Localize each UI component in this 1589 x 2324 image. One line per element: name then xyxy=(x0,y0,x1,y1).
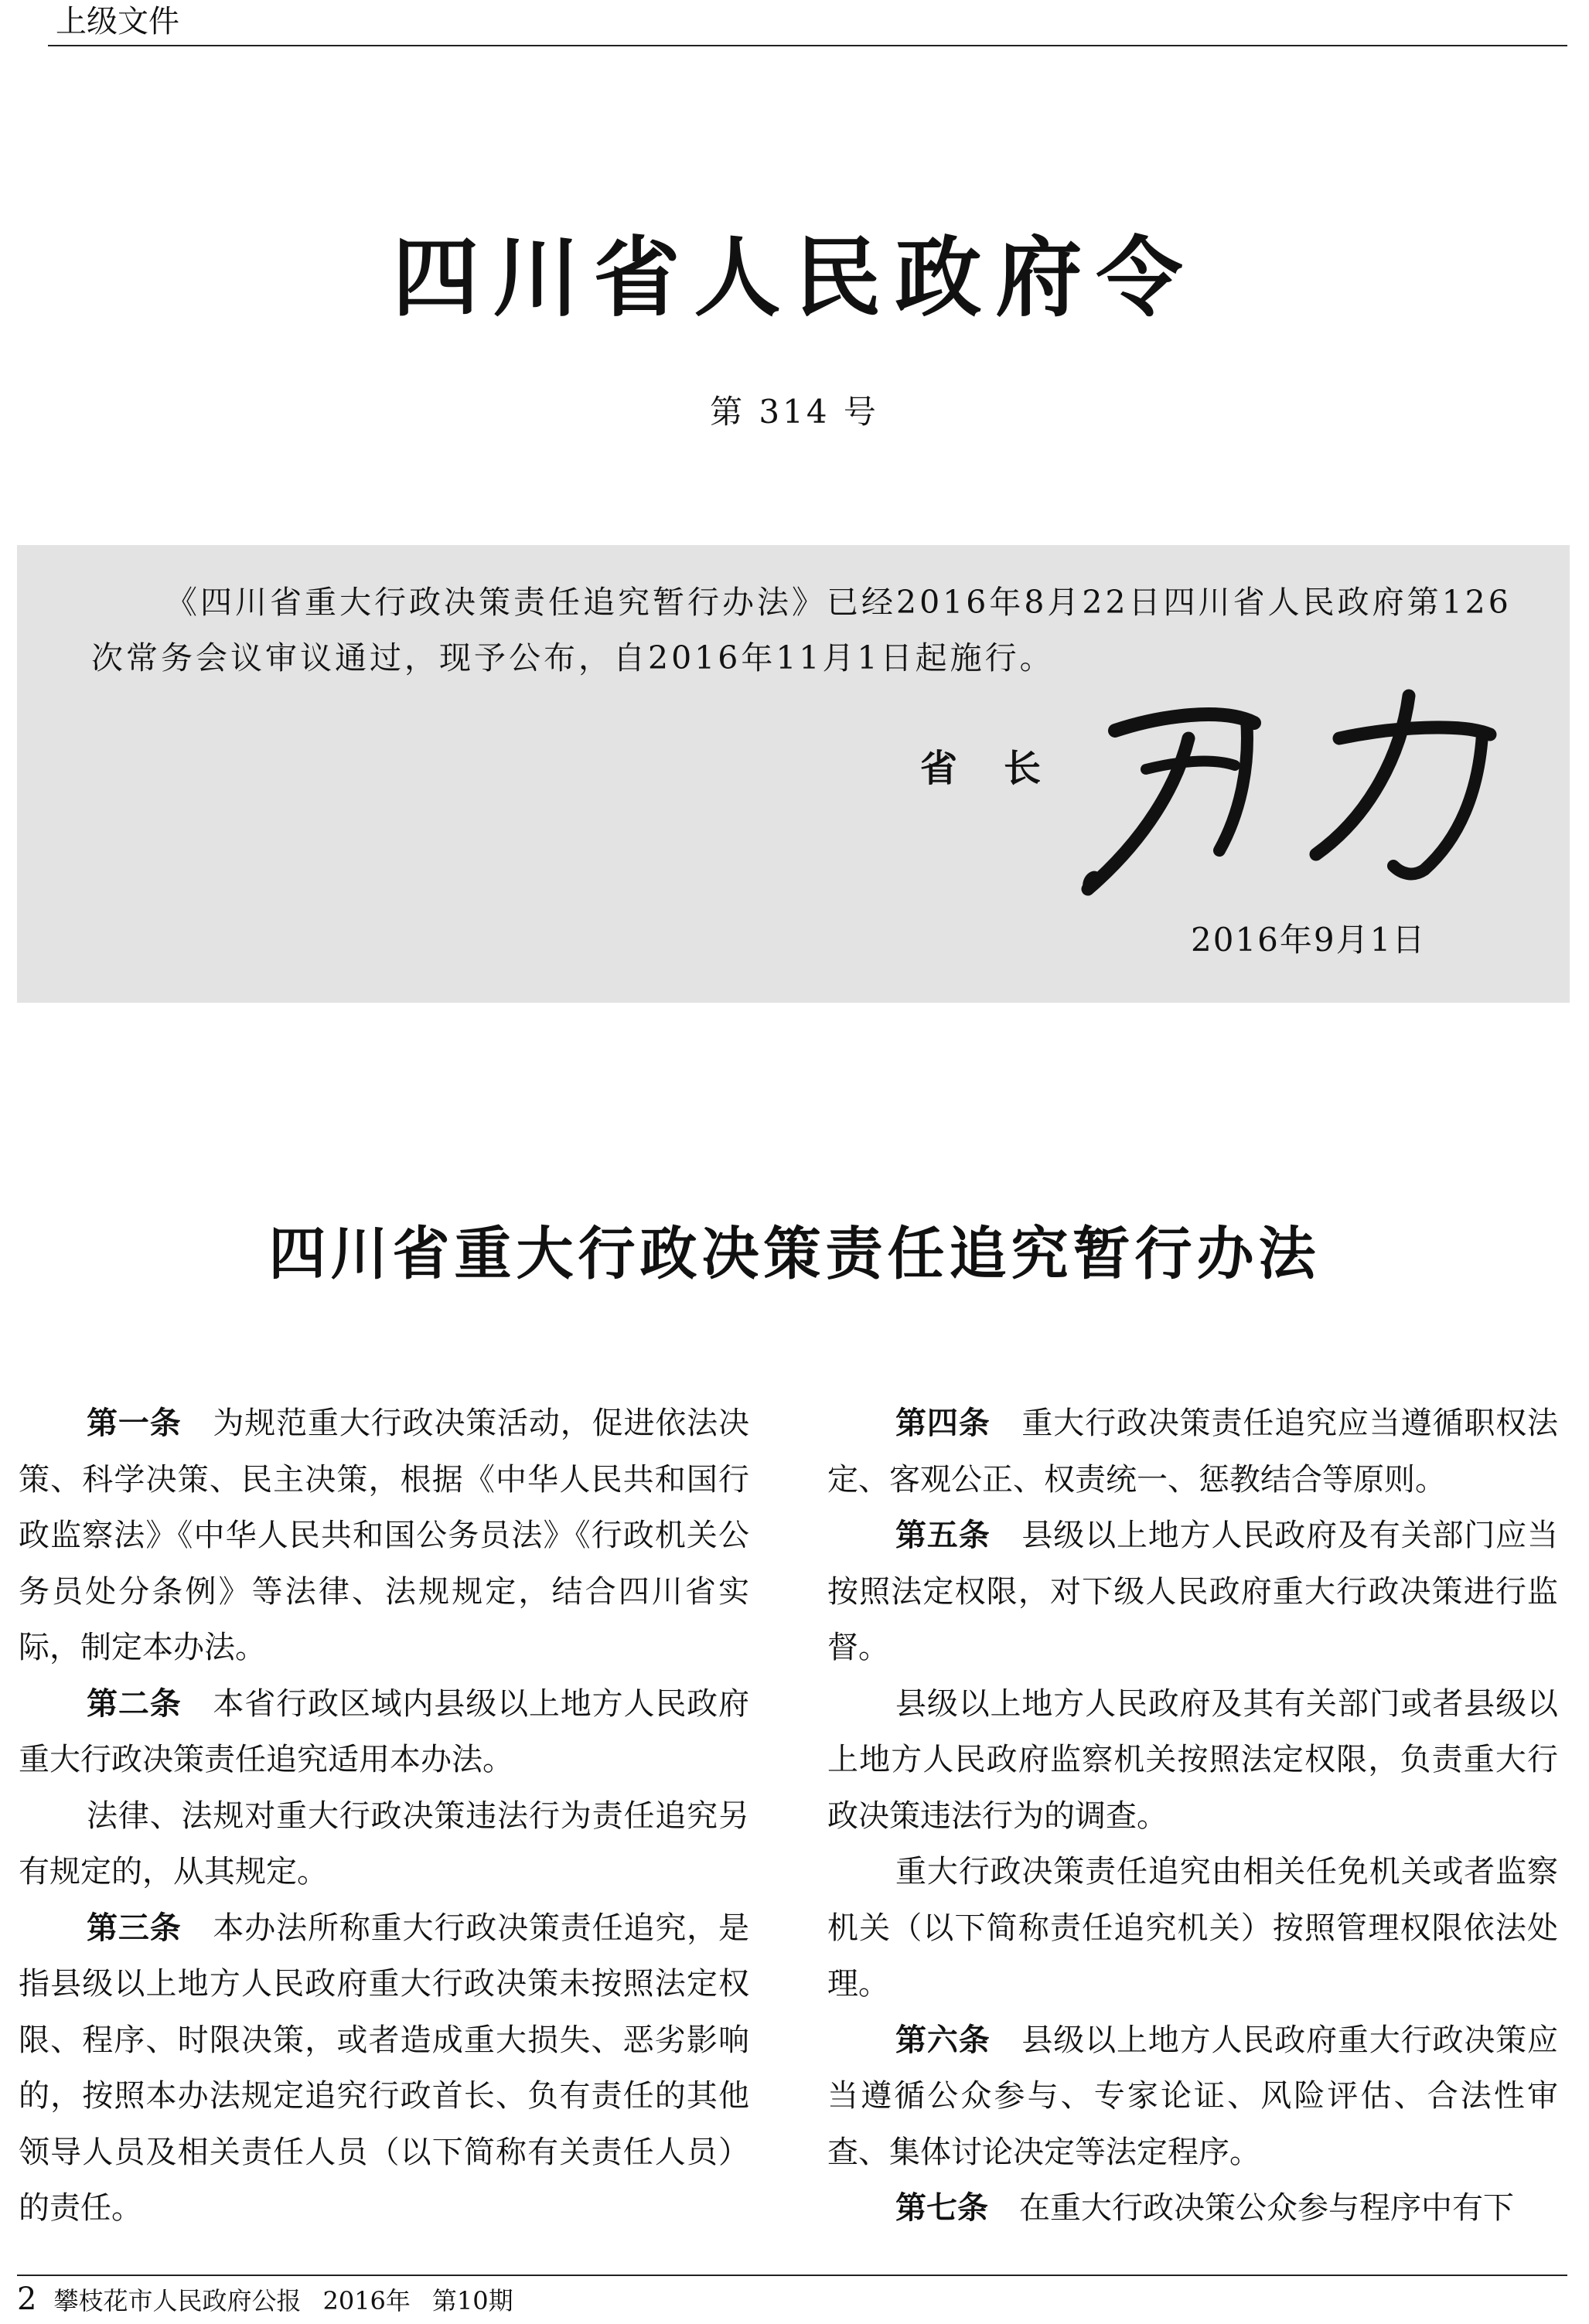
article-text: 本省行政区域内县级以上地方人民政府重大行政决策责任追究适用本办法。 xyxy=(19,1685,750,1777)
article-paragraph xyxy=(827,1676,1558,1845)
governor-title xyxy=(920,738,1041,792)
article-paragraph xyxy=(19,1788,749,1900)
article-paragraph xyxy=(19,1900,749,2237)
decree-title: 四川省人民政府令 xyxy=(392,227,1197,329)
publication-year: 2016年 xyxy=(322,2286,411,2315)
promulgation-notice xyxy=(17,545,1570,1003)
article-paragraph xyxy=(827,2012,1558,2181)
article-text: 为规范重大行政决策活动，促进依法决策、科学决策、民主决策，根据《中华人民共和国行政监察法》《中华人民共和国公务员法》《行政机关公务员处分条例》等法律、法规规定，结合四川省实际，制定本办法。 xyxy=(19,1406,750,1665)
decree-number: 第 314 号 xyxy=(710,393,879,431)
footer-divider xyxy=(17,2275,1567,2276)
left-column xyxy=(19,1395,749,2237)
article-text: 在重大行政决策公众参与程序中有下 xyxy=(1019,2190,1514,2226)
notice-date: 2016年9月1日 xyxy=(1191,921,1427,959)
article-number: 第一条 xyxy=(87,1406,182,1441)
article-number: 第七条 xyxy=(895,2190,988,2226)
article-paragraph xyxy=(827,2180,1558,2237)
article-text: 本办法所称重大行政决策责任追究，是指县级以上地方人民政府重大行政决策未按照法定权限、程序、时限决策，或者造成重大损失、恶劣影响的，按照本办法规定追究行政首长、负有责任的其他领导人员及相关责任人员（以下简称有关责任人员）的责任。 xyxy=(19,1910,750,2226)
page-number: 2 xyxy=(17,2281,37,2317)
article-number: 第二条 xyxy=(87,1685,182,1722)
measure-title: 四川省重大行政决策责任追究暂行办法 xyxy=(268,1221,1321,1287)
article-number: 第四条 xyxy=(895,1406,991,1441)
governor-label-char-1: 省 xyxy=(920,747,958,790)
handwritten-signature xyxy=(1061,684,1509,901)
article-text: 重大行政决策责任追究由相关任免机关或者监察机关（以下简称责任追究机关）按照管理权限依法处理。 xyxy=(827,1854,1558,2002)
article-paragraph xyxy=(827,1395,1558,1508)
article-text: 法律、法规对重大行政决策违法行为责任追究另有规定的，从其规定。 xyxy=(19,1798,749,1890)
article-number: 第五条 xyxy=(895,1518,991,1553)
page-footer xyxy=(17,2282,535,2318)
right-column xyxy=(827,1395,1558,2237)
article-paragraph xyxy=(827,1508,1558,1676)
article-text: 县级以上地方人民政府重大行政决策应当遵循公众参与、专家论证、风险评估、合法性审查、集体讨论决定等法定程序。 xyxy=(827,2022,1559,2170)
article-number: 第六条 xyxy=(895,2022,991,2058)
publication-name: 攀枝花市人民政府公报 xyxy=(53,2286,302,2315)
governor-label-char-2: 长 xyxy=(1004,747,1042,790)
article-paragraph xyxy=(19,1676,749,1788)
article-text: 重大行政决策责任追究应当遵循职权法定、客观公正、权责统一、惩教结合等原则。 xyxy=(827,1406,1559,1498)
article-paragraph xyxy=(827,1844,1558,2012)
notice-paragraph xyxy=(91,574,1545,686)
article-number: 第三条 xyxy=(87,1910,182,1946)
notice-text: 《四川省重大行政决策责任追究暂行办法》已经2016年8月22日四川省人民政府第126次常务会议审议通过，现予公布，自2016年11月1日起施行。 xyxy=(91,584,1512,676)
article-text: 县级以上地方人民政府及其有关部门或者县级以上地方人民政府监察机关按照法定权限，负责重大行政决策违法行为的调查。 xyxy=(827,1685,1558,1834)
issue-number: 第10期 xyxy=(431,2286,513,2315)
article-paragraph xyxy=(19,1395,749,1676)
section-label: 上级文件 xyxy=(56,4,179,39)
header-divider xyxy=(48,45,1567,46)
article-text: 县级以上地方人民政府及有关部门应当按照法定权限，对下级人民政府重大行政决策进行监督。 xyxy=(827,1518,1559,1665)
